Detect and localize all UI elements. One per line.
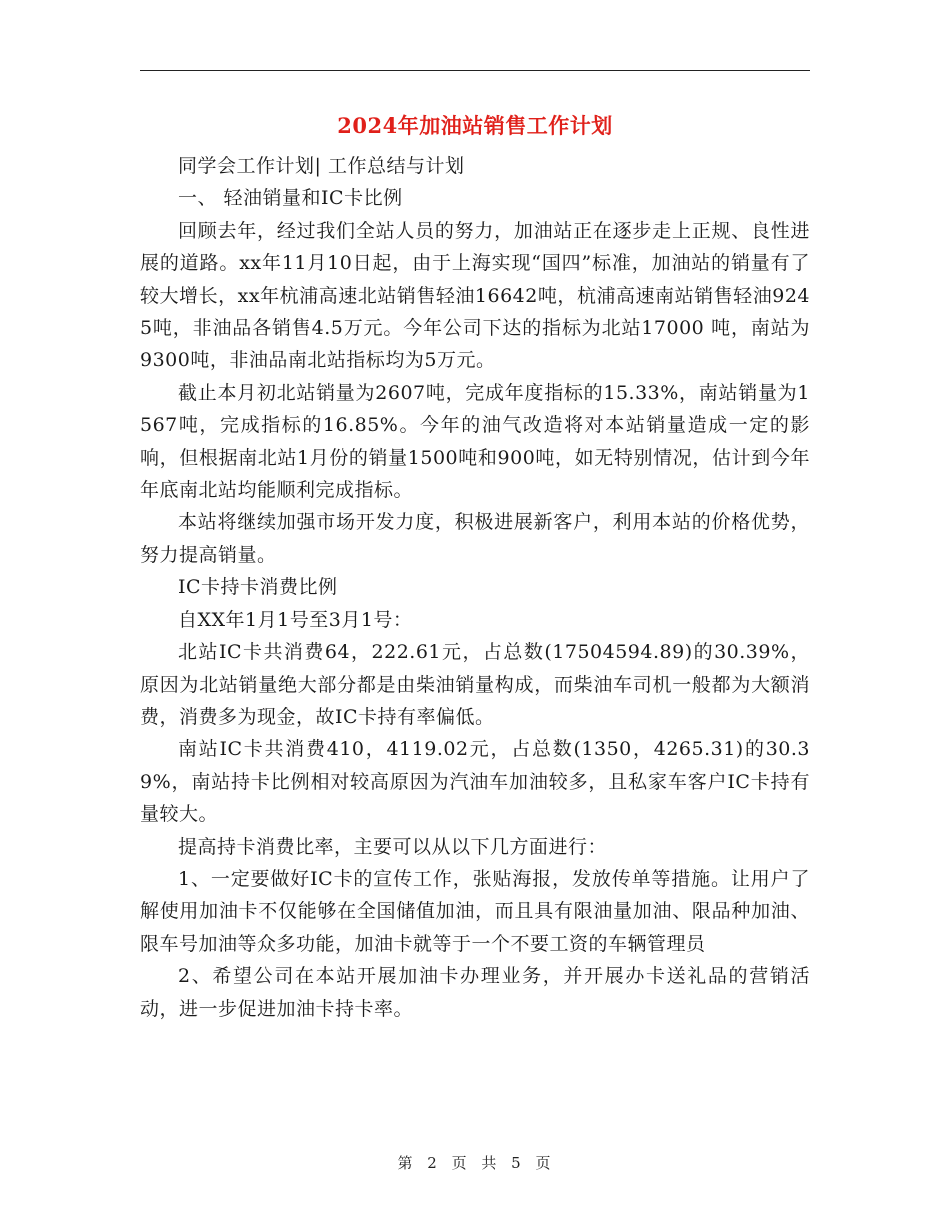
header-rule: [140, 70, 810, 71]
paragraph: 一、 轻油销量和IC卡比例: [178, 187, 403, 210]
paragraph: 同学会工作计划| 工作总结与计划: [178, 155, 465, 177]
paragraph: 1、一定要做好IC卡的宣传工作，张贴海报，发放传单等措施。让用户了解使用加油卡不仅能够在全国储值加油，而且具有限油量加油、限品种加油、限车号加油等众多功能，加油卡就等于一个不要工资的车辆管理员: [140, 867, 810, 955]
document-title: 2024年加油站销售工作计划: [337, 113, 613, 138]
paragraph: 提高持卡消费比率，主要可以从以下几方面进行：: [178, 835, 608, 858]
paragraph: 自XX年1月1号至3月1号：: [178, 608, 413, 631]
paragraph: 南站IC卡共消费410，4119.02元，占总数(1350，4265.31)的30.39%，南站持卡比例相对较高原因为汽油车加油较多，且私家车客户IC卡持有量较大。: [140, 738, 810, 826]
document-body: [140, 150, 810, 1025]
paragraph: 2、希望公司在本站开展加油卡办理业务，并开展办卡送礼品的营销活动，进一步促进加油卡持卡率。: [140, 965, 810, 1020]
paragraph: IC卡持卡消费比例: [178, 576, 338, 599]
page-number-footer: 第 2 页 共 5 页: [397, 1154, 553, 1172]
paragraph: 截止本月初北站销量为2607吨，完成年度指标的15.33%，南站销量为1567吨，完成指标的16.85%。今年的油气改造将对本站销量造成一定的影响，但根据南北站1月份的销量1500吨和900吨，如无特别情况，估计到今年年底南北站均能顺利完成指标。: [140, 381, 810, 502]
paragraph: 北站IC卡共消费64，222.61元，占总数(17504594.89)的30.39%，原因为北站销量绝大部分都是由柴油销量构成，而柴油车司机一般都为大额消费，消费多为现金，故IC卡持有率偏低。: [140, 641, 810, 728]
paragraph: 本站将继续加强市场开发力度，积极进展新客户，利用本站的价格优势，努力提高销量。: [140, 511, 810, 566]
paragraph: 回顾去年，经过我们全站人员的努力，加油站正在逐步走上正规、良性进展的道路。xx年11月10日起，由于上海实现“国四”标准，加油站的销量有了较大增长，xx年杭浦高速北站销售轻油16642吨，杭浦高速南站销售轻油9245吨，非油品各销售4.5万元。今年公司下达的指标为北站17000 吨，南站为9300吨，非油品南北站指标均为5万元。: [140, 219, 810, 372]
